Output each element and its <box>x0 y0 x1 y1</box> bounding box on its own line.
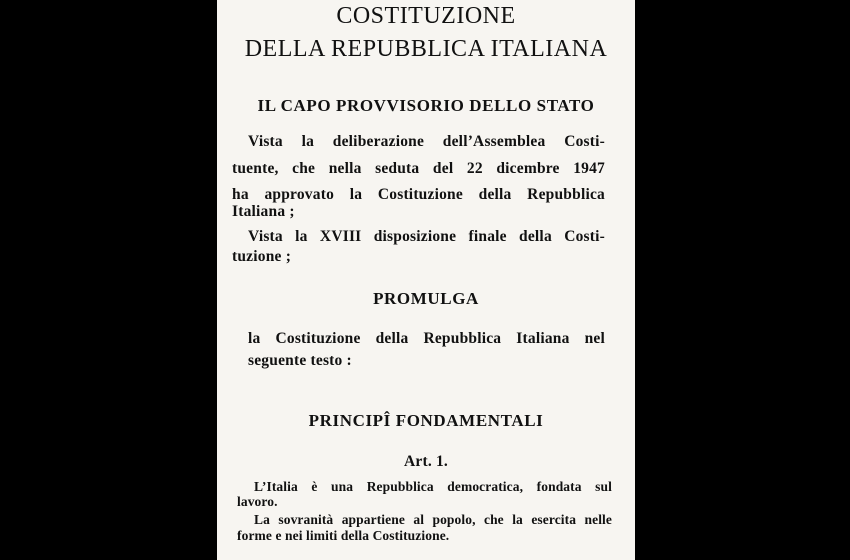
article-text-line: forme e nei limiti della Costituzione. <box>237 528 450 543</box>
title-line-2: DELLA REPUBBLICA ITALIANA <box>244 36 608 62</box>
section-title: PRINCIPÎ FONDAMENTALI <box>308 411 544 430</box>
issuer-heading: IL CAPO PROVVISORIO DELLO STATO <box>257 96 595 115</box>
preamble-line: Italiana ; <box>232 203 295 220</box>
article-text-line: lavoro. <box>237 494 278 509</box>
preamble-line: Vista la deliberazione dell’Assemblea Costi- <box>248 133 605 150</box>
article-title: Art. 1. <box>403 453 448 470</box>
document-page <box>217 0 635 560</box>
title-line-1: COSTITUZIONE <box>336 3 516 29</box>
preamble-line: tuente, che nella seduta del 22 dicembre 1947 <box>232 160 605 177</box>
promulga-text-line: seguente testo : <box>248 352 352 369</box>
promulga-text-line: la Costituzione della Repubblica Italiana nel <box>248 330 605 347</box>
article-text-line: La sovranità appartiene al popolo, che la esercita nelle <box>254 512 612 527</box>
article-text-line: L’Italia è una Repubblica democratica, fondata sul <box>254 479 612 494</box>
preamble-line: tuzione ; <box>232 248 292 265</box>
preamble-line: ha approvato la Costituzione della Repubblica <box>232 186 605 203</box>
preamble-line: Vista la XVIII disposizione finale della Costi- <box>248 228 605 245</box>
promulga-heading: PROMULGA <box>373 289 479 308</box>
